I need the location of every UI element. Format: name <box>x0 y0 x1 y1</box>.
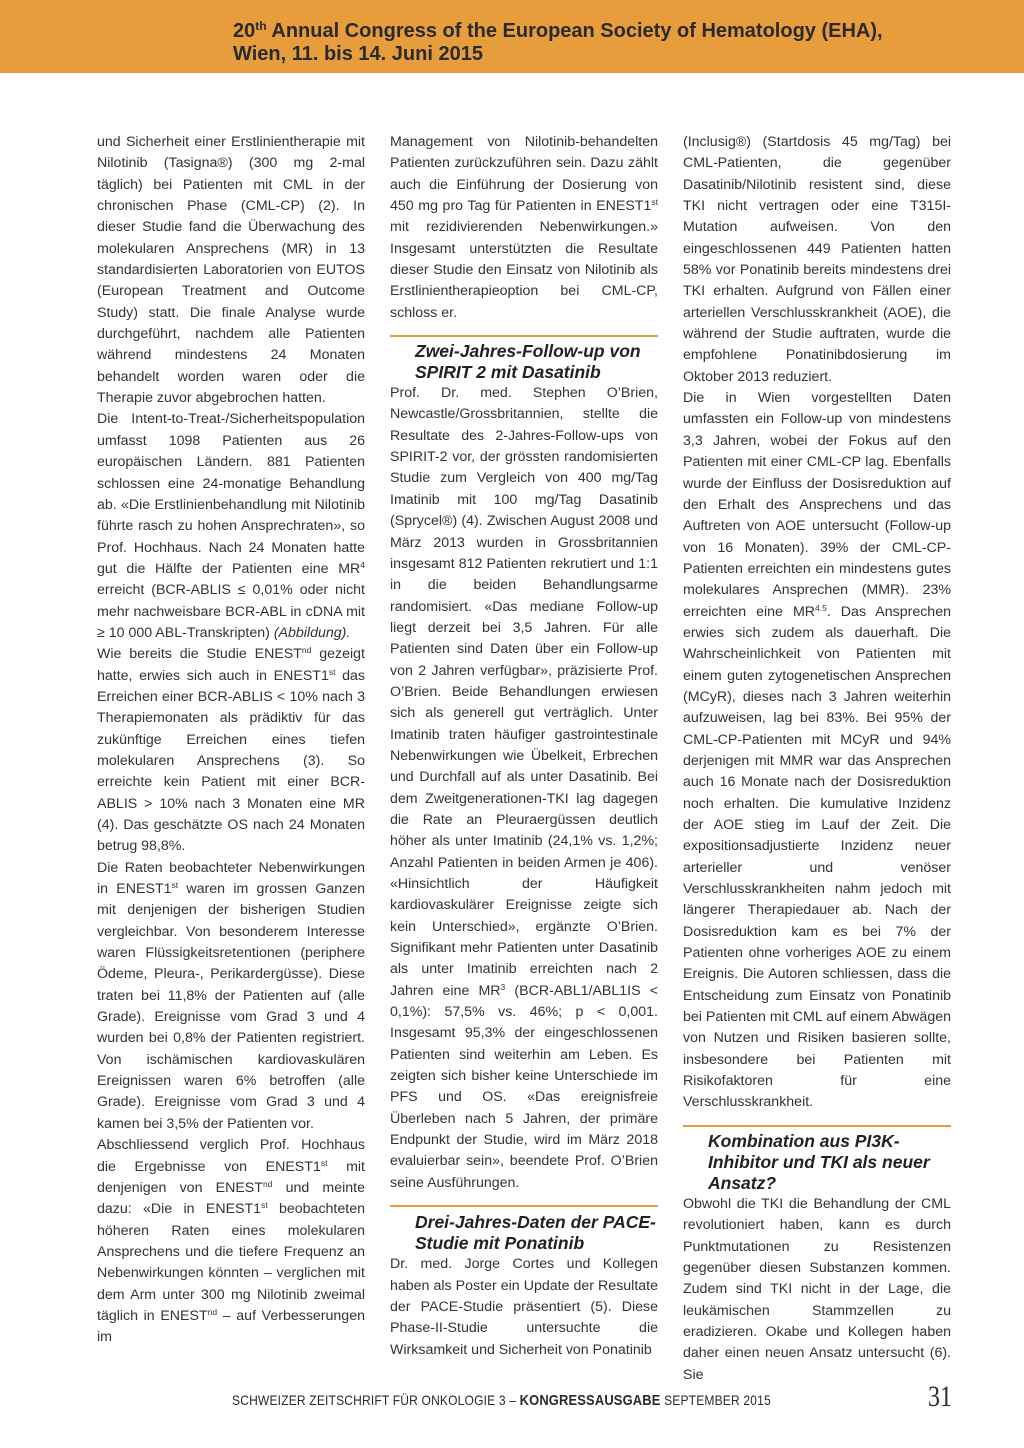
paragraph: und Sicherheit einer Erstlinientherapie mit Nilotinib (Tasigna®) (300 mg 2-mal täglich) bei Patienten mit CML in der chronischen Phase (CML-CP) (2). In dieser Studie fand die Überwachung des molekularen Ansprechens (MR) in 13 standardisierten Laboratorien von EUTOS (European Treatment and Outcome Study) statt. Die finale Analyse wurde durchgeführt, nachdem alle Patienten während mindestens 24 Monaten behandelt worden waren oder die Therapie zuvor abgebrochen hatten. <box>97 134 365 407</box>
column-2 <box>390 132 658 1361</box>
paragraph: Die Intent-to-Treat-/Sicherheitspopulation umfasst 1098 Patienten aus 26 europäischen Ländern. 881 Patienten schlossen eine 24-monatige Behandlung ab. «Die Erstlinienbehandlung mit Nilotinib führte rasch zu hohen Ansprechraten», so Prof. Hochhaus. Nach 24 Monaten hatte gut die Hälfte der Patienten eine $MR^4$ erreicht (BCR-ABLIS ≤ 0,01% oder nicht mehr nachweisbare BCR-ABL in cDNA mit ≥ 10 000 ABL-Transkripten) (Abbildung). <box>97 411 365 641</box>
paragraph: Prof. Dr. med. Stephen O’Brien, Newcastle/Grossbritannien, stellte die Resultate des 2-Jahres-Follow-ups von SPIRIT-2 vor, der grössten randomisierten Studie zum Vergleich von 400 mg/Tag Imatinib mit 100 mg/Tag Dasatinib (Sprycel®) (4). Zwischen August 2008 und März 2013 wurden in Grossbritannien insgesamt 812 Patienten rekrutiert und 1:1 in die beiden Behandlungsarme randomisiert. «Das mediane Follow-up liegt derzeit bei 3,5 Jahren. Für alle Patienten sind Daten über ein Follow-up von 2 Jahren verfügbar», präzisierte Prof. O’Brien. Beide Behandlungen erwiesen sich als generell gut verträglich. Unter Imatinib traten häufiger gastrointestinale Nebenwirkungen wie Übelkeit, Erbrechen und Durchfall auf als unter Dasatinib. Bei dem Zweitgenerationen-TKI lag dagegen die Rate an Pleuraergüssen deutlich höher als unter Imatinib (24,1% vs. 1,2%; Anzahl Patienten in beiden Armen je 406). «Hinsichtlich der Häufigkeit kardiovaskulärer Ereignisse zeigte sich kein Unterschied», ergänzte O’Brien. Signifikant mehr Patienten unter Dasatinib als unter Imatinib erreichten nach 2 Jahren eine $MR^3$ (BCR-ABL1/ABL1IS < 0,1%): 57,5% vs. 46%; p < 0,001. Insgesamt 95,3% der eingeschlossenen Patienten sind weiterhin am Leben. Es zeigten sich bisher keine Unterschiede im PFS und OS. «Das ereignisfreie Überleben nach 5 Jahren, der primäre Endpunkt der Studie, wird im März 2018 evaluierbar sein», beendete Prof. O’Brien seine Ausführungen. <box>390 385 658 1191</box>
header-ordinal: th <box>255 19 267 33</box>
header-number: 20 <box>233 20 256 42</box>
page-number: 31 <box>928 1380 952 1413</box>
column-1 <box>97 132 365 1349</box>
section-divider <box>390 335 658 337</box>
section-divider <box>683 1125 951 1127</box>
header-title <box>233 20 1013 66</box>
paragraph: Abschliessend verglich Prof. Hochhaus die Ergebnisse von ENEST1st mit denjenigen von $ENEST^{nd}$ und meinte dazu: «Die in ENEST1st beobachteten höheren Raten eines molekularen Ansprechens und die tiefere Frequenz an Nebenwirkungen könnten – verglichen mit dem Arm unter 300 mg Nilotinib zweimal täglich in $ENEST^{nd}$ – auf Verbesserungen im <box>97 1137 365 1346</box>
section-heading: Kombination aus PI3K-Inhibitor und TKI als neuer Ansatz? <box>708 1130 930 1193</box>
column-3 <box>683 132 951 1386</box>
figure-reference: (Abbildung). <box>273 624 351 641</box>
section-divider <box>390 1205 658 1207</box>
header-congress-name: Annual Congress of the European Society of Hematology (EHA), <box>266 20 883 42</box>
journal-name: SCHWEIZER ZEITSCHRIFT FÜR ONKOLOGIE 3 – KONGRESSAUSGABE SEPTEMBER 2015 <box>232 1392 771 1409</box>
section-heading: Drei-Jahres-Daten der PACE-Studie mit Ponatinib <box>415 1212 656 1254</box>
issue-type: KONGRESSAUSGABE <box>519 1392 661 1409</box>
paragraph: Dr. med. Jorge Cortes und Kollegen haben als Poster ein Update der Resultate der PACE-Studie präsentiert (5). Diese Phase-II-Studie untersuchte die Wirksamkeit und Sicherheit von Ponatinib <box>390 1256 658 1358</box>
paragraph: Die in Wien vorgestellten Daten umfassten ein Follow-up von mindestens 3,3 Jahren, wobei der Fokus auf den Patienten mit einer CML-CP lag. Ebenfalls wurde der Einfluss der Dosisreduktion auf den Erhalt des Ansprechens und das Auftreten von AOE untersucht (Follow-up von 16 Monaten). 39% der CML-CP-Patienten erreichten ein mindestens gutes molekulares Ansprechen (MMR). 23% erreichten eine $MR^{4.5}$. Das Ansprechen erwies sich zudem als dauerhaft. Die Wahrscheinlichkeit von Patienten mit einem guten zytogenetischen Ansprechen (MCyR), dieses nach 3 Jahren weiterhin aufzuweisen, lag bei 83%. Bei 95% der CML-CP-Patienten mit MCyR und 94% derjenigen mit MMR war das Ansprechen auch 16 Monate nach der Dosisreduktion noch erhalten. Die kumulative Inzidenz der AOE stieg im Lauf der Zeit. Die expositionsadjustierte Inzidenz neuer arterieller und venöser Verschlusskrankheiten nahm jedoch mit längerer Therapiedauer ab. Nach der Dosisreduktion kam es bei 7% der Patienten ohne vorheriges AOE zu einem Ereignis. Die Autoren schliessen, dass die Entscheidung zum Einsatz von Ponatinib bei Patienten mit CML auf einem Abwägen von Nutzen und Risiken basieren sollte, insbesondere bei Patienten mit Risikofaktoren für eine Verschlusskrankheit. <box>683 390 951 1111</box>
paragraph: (Inclusig®) (Startdosis 45 mg/Tag) bei CML-Patienten, die gegenüber Dasatinib/Nilotinib resistent sind, diese TKI nicht vertragen oder eine T315I-Mutation aufweisen. Von den eingeschlossenen 449 Patienten hatten 58% vor Ponatinib bereits mindestens drei TKI erhalten. Aufgrund von Fällen einer arteriellen Verschlusskrankheit (AOE), die während der Studie auftraten, wurde die empfohlene Ponatinibdosierung im Oktober 2013 reduziert. <box>683 134 951 385</box>
section-heading: Zwei-Jahres-Follow-up von SPIRIT 2 mit Dasatinib <box>415 341 641 383</box>
page-footer <box>232 1380 952 1414</box>
paragraph: Die Raten beobachteter Nebenwirkungen in ENEST1st waren im grossen Ganzen mit denjenigen der bisherigen Studien vergleichbar. Von besonderem Interesse waren Flüssigkeitsretentionen (periphere Ödeme, Pleura-, Perikardergüsse). Diese traten bei 11,8% der Patienten auf (alle Grade). Ereignisse vom Grad 3 und 4 wurden bei 0,8% der Patienten registriert. Von ischämischen kardiovaskulären Ereignissen waren 6% betroffen (alle Grade). Ereignisse vom Grad 3 und 4 kamen bei 3,5% der Patienten vor. <box>97 859 365 1132</box>
header-line-1 <box>233 20 1013 43</box>
paragraph: Management von Nilotinib-behandelten Patienten zurückzuführen sein. Dazu zählt auch die Einführung der Dosierung von 450 mg pro Tag für Patienten in ENEST1st mit rezidivierenden Nebenwirkungen.» Insgesamt unterstützten die Resultate dieser Studie den Einsatz von Nilotinib als Erstlinientherapieoption bei CML-CP, schloss er. <box>390 134 658 321</box>
header-line-2: Wien, 11. bis 14. Juni 2015 <box>233 43 483 65</box>
paragraph: Wie bereits die Studie $ENEST^{nd}$ gezeigt hatte, erwies sich auch in ENEST1st das Erreichen einer BCR-ABLIS < 10% nach 3 Therapiemonaten als prädiktiv für das zukünftige Erreichen eines tiefen molekularen Ansprechens (3). So erreichte kein Patient mit einer BCR-ABLIS > 10% nach 3 Monaten eine MR (4). Das geschätzte OS nach 24 Monaten betrug 98,8%. <box>97 645 365 855</box>
paragraph: Obwohl die TKI die Behandlung der CML revolutioniert haben, kann es durch Punktmutationen zu Resistenzen gegenüber diesen Substanzen kommen. Zudem sind TKI nicht in der Lage, die leukämischen Stammzellen zu eradizieren. Okabe und Kollegen haben daher einen neuen Ansatz untersucht (6). Sie <box>683 1195 951 1383</box>
